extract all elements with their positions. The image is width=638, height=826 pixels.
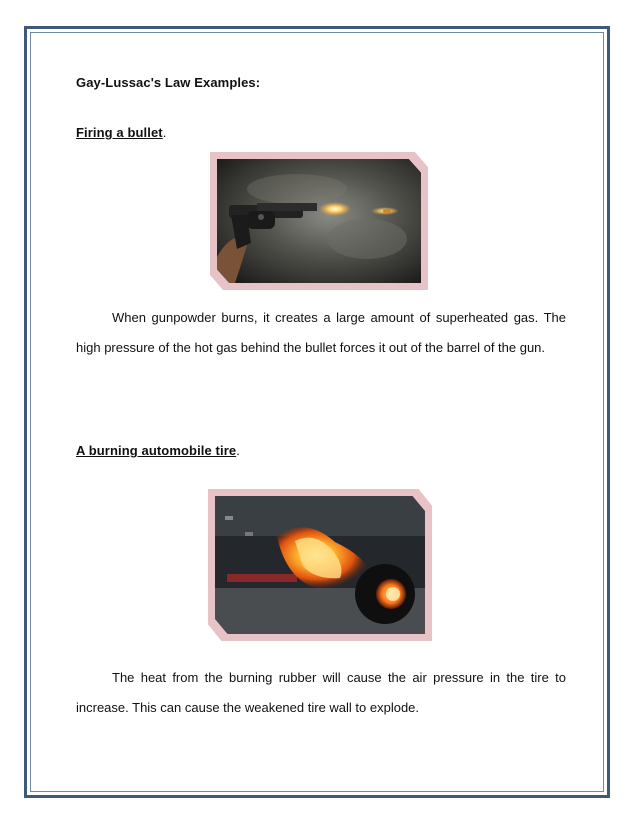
tire-image-frame <box>208 489 432 641</box>
burning-tire-photo <box>215 496 425 634</box>
paragraph-tire-text: The heat from the burning rubber will cause the air pressure in the tire to increase. This can cause the weakened tire wall to explode. <box>76 670 566 715</box>
revolver-firing-bullet-photo <box>217 159 421 283</box>
section-heading-bullet-text: Firing a bullet <box>76 125 163 140</box>
paragraph-bullet <box>76 303 566 363</box>
section-heading-tire <box>76 443 240 458</box>
bullet-image-frame <box>210 152 428 290</box>
section-heading-bullet <box>76 125 166 140</box>
section-heading-bullet-suffix: . <box>162 125 167 140</box>
burning-tire-illustration <box>215 496 425 634</box>
section-heading-tire-suffix: . <box>236 443 240 458</box>
revolver-illustration <box>217 159 421 283</box>
paragraph-bullet-text: When gunpowder burns, it creates a large amount of superheated gas. The high pressure of the hot gas behind the bullet forces it out of the barrel of the gun. <box>76 310 566 355</box>
section-heading-tire-text: A burning automobile tire <box>76 443 237 458</box>
paragraph-tire <box>76 663 566 723</box>
document-title: Gay-Lussac's Law Examples: <box>76 75 261 90</box>
